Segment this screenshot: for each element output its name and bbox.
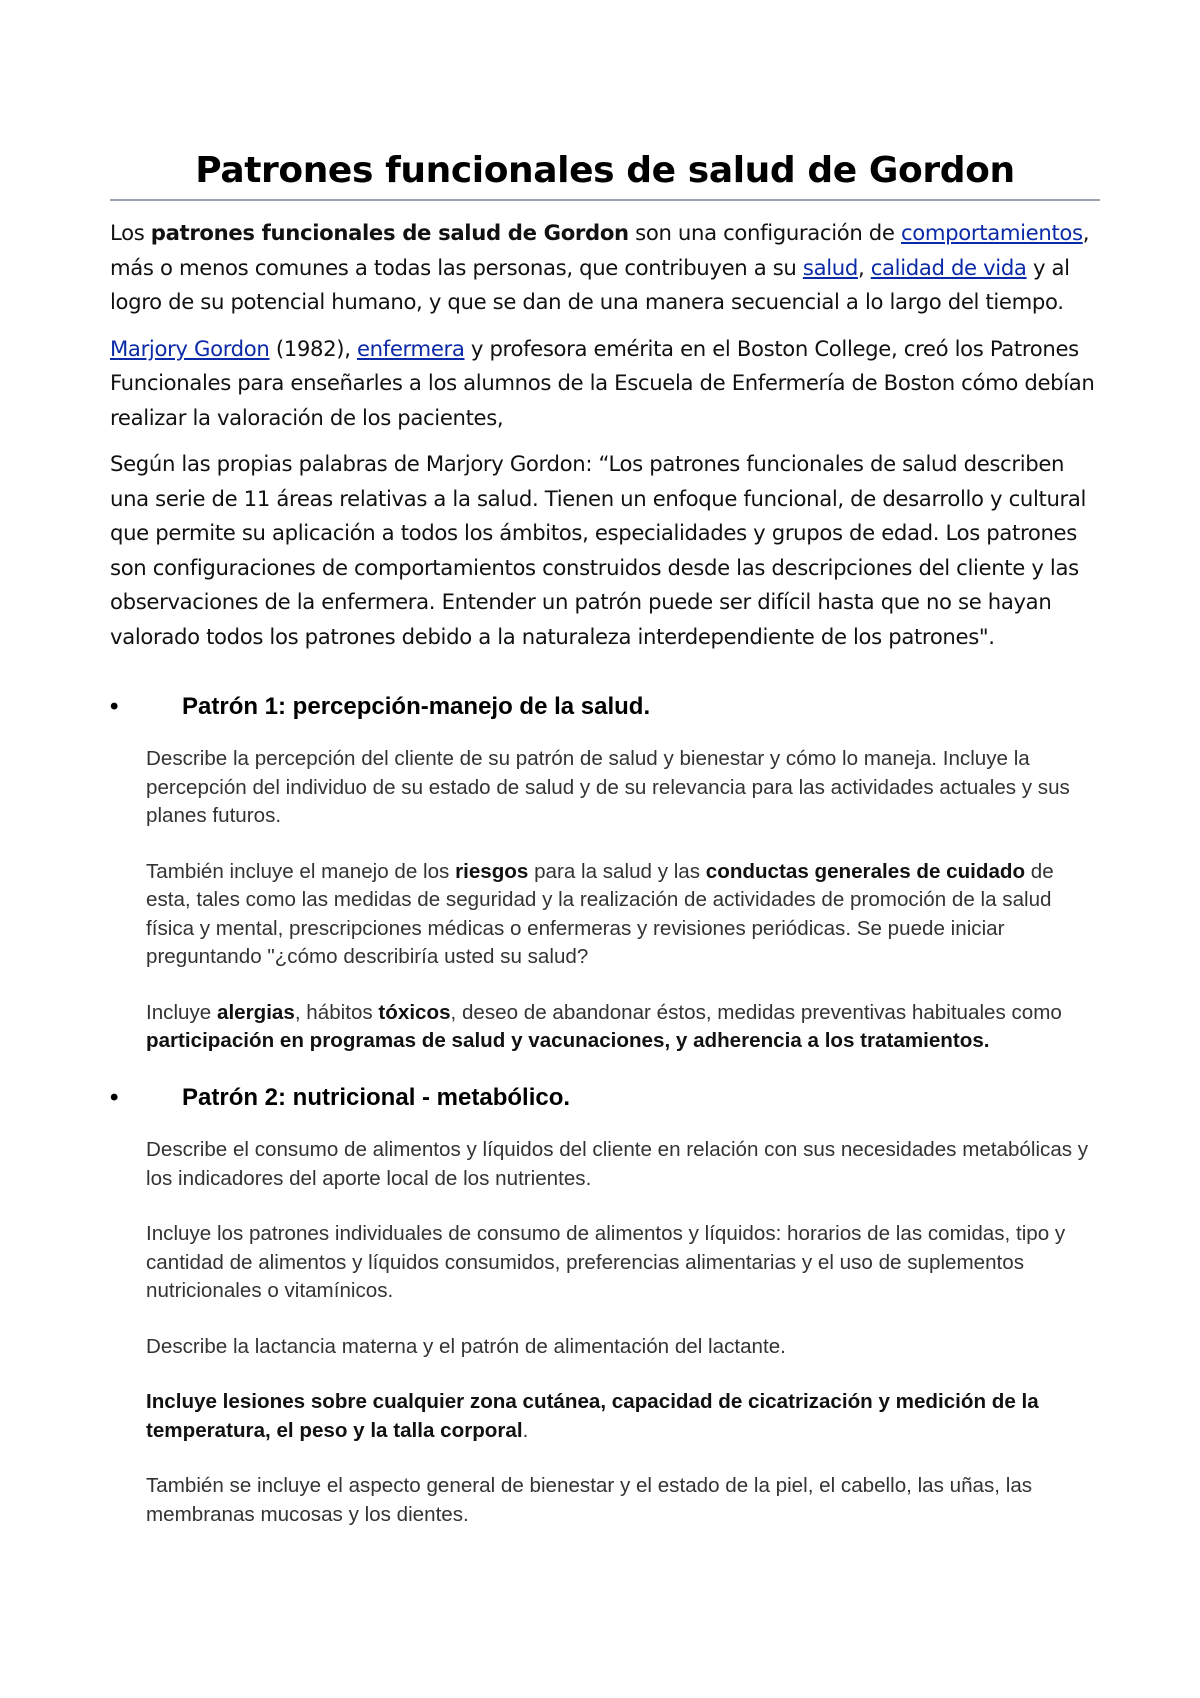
intro-paragraph-2 (110, 332, 1100, 436)
bold-term: participación en programas de salud y vacunaciones, y adherencia a los tratamientos. (146, 1029, 990, 1052)
pattern-1-paragraph-1: Describe la percepción del cliente de su patrón de salud y bienestar y cómo lo maneja. Incluye la percepción del individuo de su estado de salud y de su relevancia para las actividades actuales y sus planes futuros. (146, 747, 1070, 827)
bold-term: conductas generales de cuidado (705, 859, 1026, 883)
pattern-2-paragraph-3: Describe la lactancia materna y el patrón de alimentación del lactante. (146, 1334, 786, 1358)
pattern-1-paragraph-2 (146, 858, 1096, 972)
title-underline (110, 199, 1100, 201)
intro-text: Los (110, 220, 151, 245)
intro-section (110, 216, 1100, 666)
link-salud[interactable]: salud (802, 254, 858, 280)
intro-text: son una configuración de (628, 220, 901, 245)
intro-bold-term: patrones funcionales de salud de Gordon (150, 220, 629, 245)
link-calidad-de-vida[interactable]: calidad de vida (870, 254, 1027, 280)
bold-term: Incluye lesiones sobre cualquier zona cutánea, capacidad de cicatrización y medición de la temperatura, el peso y la talla corporal (146, 1390, 1039, 1442)
pattern-2-paragraph-4 (146, 1388, 1096, 1445)
link-enfermera[interactable]: enfermera (356, 335, 465, 361)
body-text: de esta, tales como las medidas de seguridad y la realización de actividades de promoción de la salud física y mental, prescripciones médicas o enfermeras y revisiones periódicas. Se puede iniciar preguntando "¿cómo describiría usted su salud? (146, 859, 1054, 968)
pattern-2-body (146, 1136, 1096, 1556)
pattern-1-body (146, 745, 1096, 1083)
intro-text: y profesora emérita en el Boston College, creó los Patrones Funcionales para enseñarles a los alumnos de la Escuela de Enfermería de Boston cómo debían realizar la valoración de los pacientes, (110, 335, 1095, 430)
body-text: para la salud y las (528, 859, 706, 883)
body-text: También incluye el manejo de los (146, 859, 456, 883)
intro-paragraph-3: Según las propias palabras de Marjory Gordon: “Los patrones funcionales de salud describen una serie de 11 áreas relativas a la salud. Tienen un enfoque funcional, de desarrollo y cultural que permite su aplicación a todos los ámbitos, especialidades y grupos de edad. Los patrones son configuraciones de comportamientos construidos desde las descripciones del cliente y las observaciones de la enfermera. Entender un patrón puede ser difícil hasta que no se hayan valorado todos los patrones debido a la naturaleza interdependiente de los patrones". (110, 451, 1087, 649)
intro-text: y al logro de su potencial humano, y que se dan de una manera secuencial a lo largo del tiempo. (110, 254, 1070, 314)
intro-text: , (857, 254, 871, 280)
intro-text: (1982), (269, 335, 357, 361)
intro-paragraph-1 (110, 216, 1100, 320)
body-text: Incluye (146, 1000, 217, 1024)
pattern-2-paragraph-5: También se incluye el aspecto general de bienestar y el estado de la piel, el cabello, las uñas, las membranas mucosas y los dientes. (146, 1474, 1033, 1526)
bold-term: riesgos (455, 859, 529, 883)
bold-term: alergias (216, 1000, 295, 1024)
body-text: , deseo de abandonar éstos, medidas preventivas habituales como (450, 1000, 1062, 1024)
body-text: . (522, 1418, 529, 1442)
pattern-1-heading-text: Patrón 1: percepción-manejo de la salud. (182, 693, 651, 720)
bullet-icon: • (110, 693, 119, 720)
pattern-1-paragraph-3 (146, 999, 1096, 1056)
body-text: , hábitos (294, 1000, 379, 1024)
link-comportamientos[interactable]: comportamientos (900, 220, 1083, 245)
bold-term: tóxicos (378, 1000, 451, 1024)
intro-text: , más o menos comunes a todas las personas, que contribuyen a su (110, 220, 1090, 280)
pattern-2-paragraph-1: Describe el consumo de alimentos y líquidos del cliente en relación con sus necesidades metabólicas y los indicadores del aporte local de los nutrientes. (146, 1138, 1089, 1190)
pattern-2-paragraph-2: Incluye los patrones individuales de consumo de alimentos y líquidos: horarios de las comidas, tipo y cantidad de alimentos y líquidos consumidos, preferencias alimentarias y el uso de suplementos nutricionales o vitamínicos. (146, 1222, 1066, 1302)
page-title: Patrones funcionales de salud de Gordon (195, 150, 1015, 191)
bullet-icon: • (110, 1084, 119, 1111)
link-marjory-gordon[interactable]: Marjory Gordon (110, 335, 270, 361)
pattern-2-heading-text: Patrón 2: nutricional - metabólico. (182, 1084, 571, 1111)
